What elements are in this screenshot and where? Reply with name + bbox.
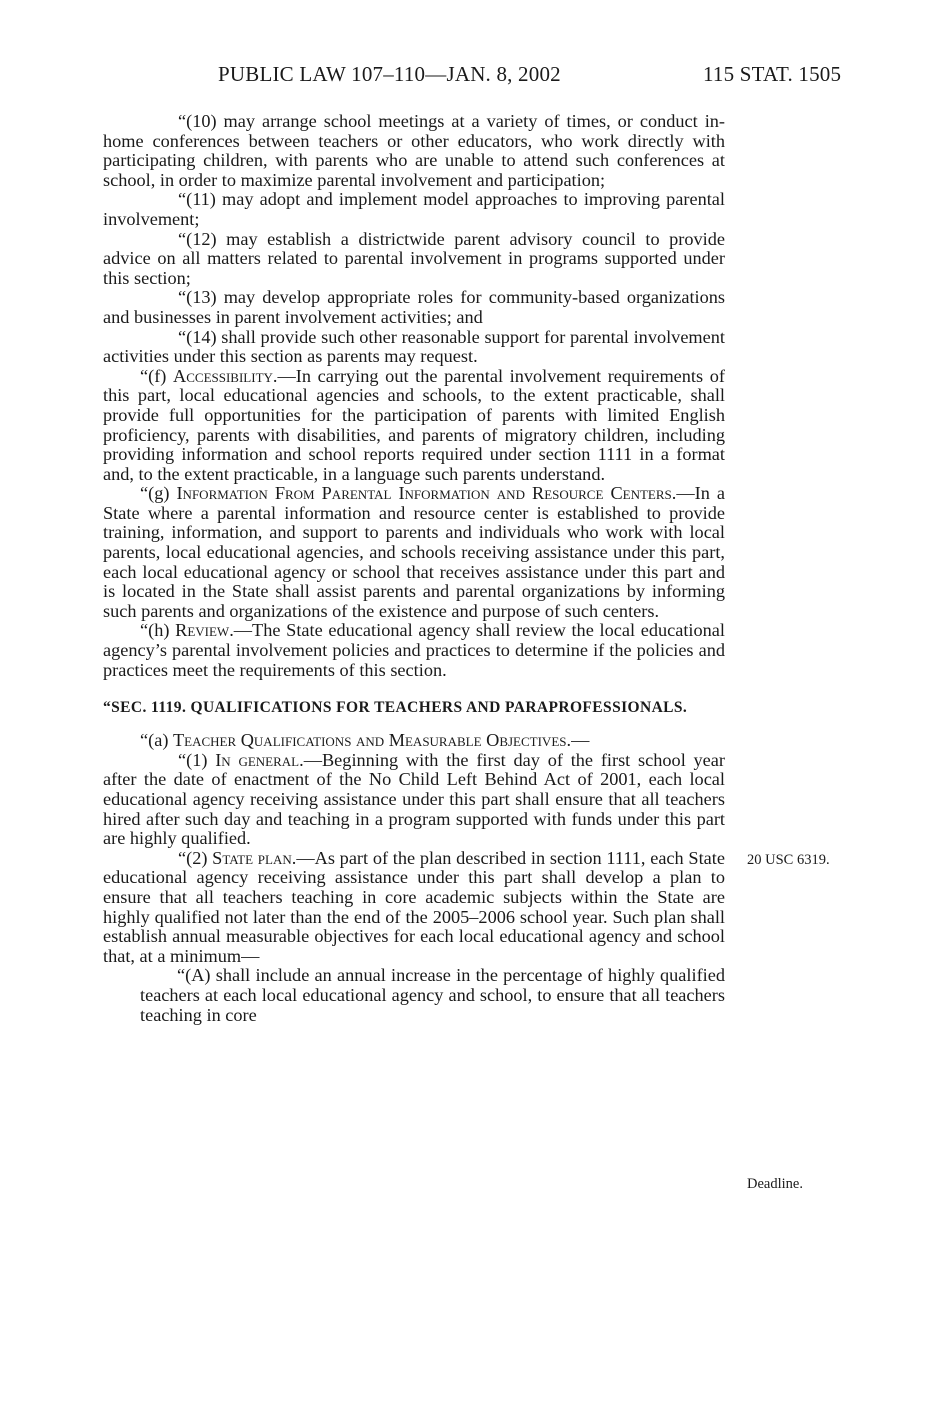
subsection-h-heading: Review bbox=[175, 620, 230, 641]
subsection-g-heading: Information From Parental Information and Resource Centers bbox=[176, 483, 672, 504]
subsection-f bbox=[103, 367, 725, 485]
subsection-a-tail: .— bbox=[566, 730, 590, 751]
subsection-a-heading: Teacher Qualifications and Measurable Objectives bbox=[172, 730, 567, 751]
subsection-f-heading: Accessibility bbox=[173, 365, 273, 386]
margin-note-usc: 20 USC 6319. bbox=[747, 852, 830, 868]
header-title: PUBLIC LAW 107–110—JAN. 8, 2002 bbox=[218, 62, 561, 86]
paragraph-a2-lead: “(2) bbox=[178, 847, 213, 868]
paragraph-a1-lead: “(1) bbox=[178, 749, 216, 770]
subsection-h bbox=[103, 621, 725, 680]
subsection-a bbox=[103, 731, 725, 751]
subsection-h-body: .—The State educational agency shall review the local educational agency’s parental involvement policies and practices to determine if the policies and practices meet the requirements of this section. bbox=[103, 620, 725, 680]
margin-note-deadline: Deadline. bbox=[747, 1176, 803, 1192]
header-page-number: 115 STAT. 1505 bbox=[703, 62, 842, 86]
paragraph-14: “(14) shall provide such other reasonable support for parental involvement activities under this section as parents may request. bbox=[103, 326, 725, 367]
subsection-g-lead: “(g) bbox=[140, 483, 177, 504]
subsection-a-lead: “(a) bbox=[140, 730, 173, 751]
paragraph-10: “(10) may arrange school meetings at a variety of times, or conduct in-home conferences between teachers or other educators, who work directly with participating children, with parents who are unable to attend such conferences at school, in order to maximize parental involvement and participation; bbox=[103, 111, 725, 190]
paragraph-11: “(11) may adopt and implement model approaches to improving parental involvement; bbox=[103, 189, 725, 229]
paragraph-a1-body: .—Beginning with the first day of the first school year after the date of enactment of the No Child Left Behind Act of 2001, each local educational agency receiving assistance under this part shall ensure that all teachers hired after such day and teaching in a program supported with funds under this part are highly qualified. bbox=[103, 749, 725, 849]
paragraph-a2-heading: State plan bbox=[212, 847, 292, 868]
section-heading: “SEC. 1119. QUALIFICATIONS FOR TEACHERS AND PARAPROFESSIONALS. bbox=[103, 699, 688, 717]
subsection-h-lead: “(h) bbox=[140, 620, 176, 641]
subsection-g-body: .—In a State where a parental information and resource center is established to provide training, information, and support to parents and individuals who work with local parents, local educational agencies, and schools receiving assistance under this part, each local educational agency or school that receives assistance under this part and is located in the State shall assist parents and parental organizations by informing such parents and organizations of the existence and purpose of such centers. bbox=[103, 483, 725, 621]
paragraph-a1-heading: In general bbox=[215, 749, 300, 770]
subsection-g bbox=[103, 484, 725, 621]
paragraph-a2-body: .—As part of the plan described in section 1111, each State educational agency receiving assistance under this part shall develop a plan to ensure that all teachers teaching in core academic subjects within the State are highly qualified not later than the end of the 2005–2006 school year. Such plan shall establish annual measurable objectives for each local educational agency and school that, at a minimum— bbox=[103, 847, 725, 966]
subsection-f-body: .—In carrying out the parental involvement requirements of this part, local educational agencies and schools, to the extent practicable, shall provide full opportunities for the participation of parents with limited English proficiency, parents with disabilities, and parents of migratory children, including providing information and school reports required under section 1111 in a format and, to the extent practicable, in a language such parents understand. bbox=[103, 365, 726, 484]
document-body bbox=[103, 112, 725, 1025]
page-header bbox=[0, 62, 949, 92]
paragraph-a1 bbox=[103, 751, 725, 849]
paragraph-a2 bbox=[103, 849, 725, 967]
paragraph-12: “(12) may establish a districtwide parent advisory council to provide advice on all matters related to parental involvement in programs supported under this section; bbox=[103, 228, 725, 288]
paragraph-13: “(13) may develop appropriate roles for community-based organizations and businesses in parent involvement activities; and bbox=[103, 287, 725, 327]
subparagraph-A: “(A) shall include an annual increase in the percentage of highly qualified teachers at each local educational agency and school, to ensure that all teachers teaching in core bbox=[140, 965, 725, 1025]
subsection-f-lead: “(f) bbox=[140, 365, 174, 386]
